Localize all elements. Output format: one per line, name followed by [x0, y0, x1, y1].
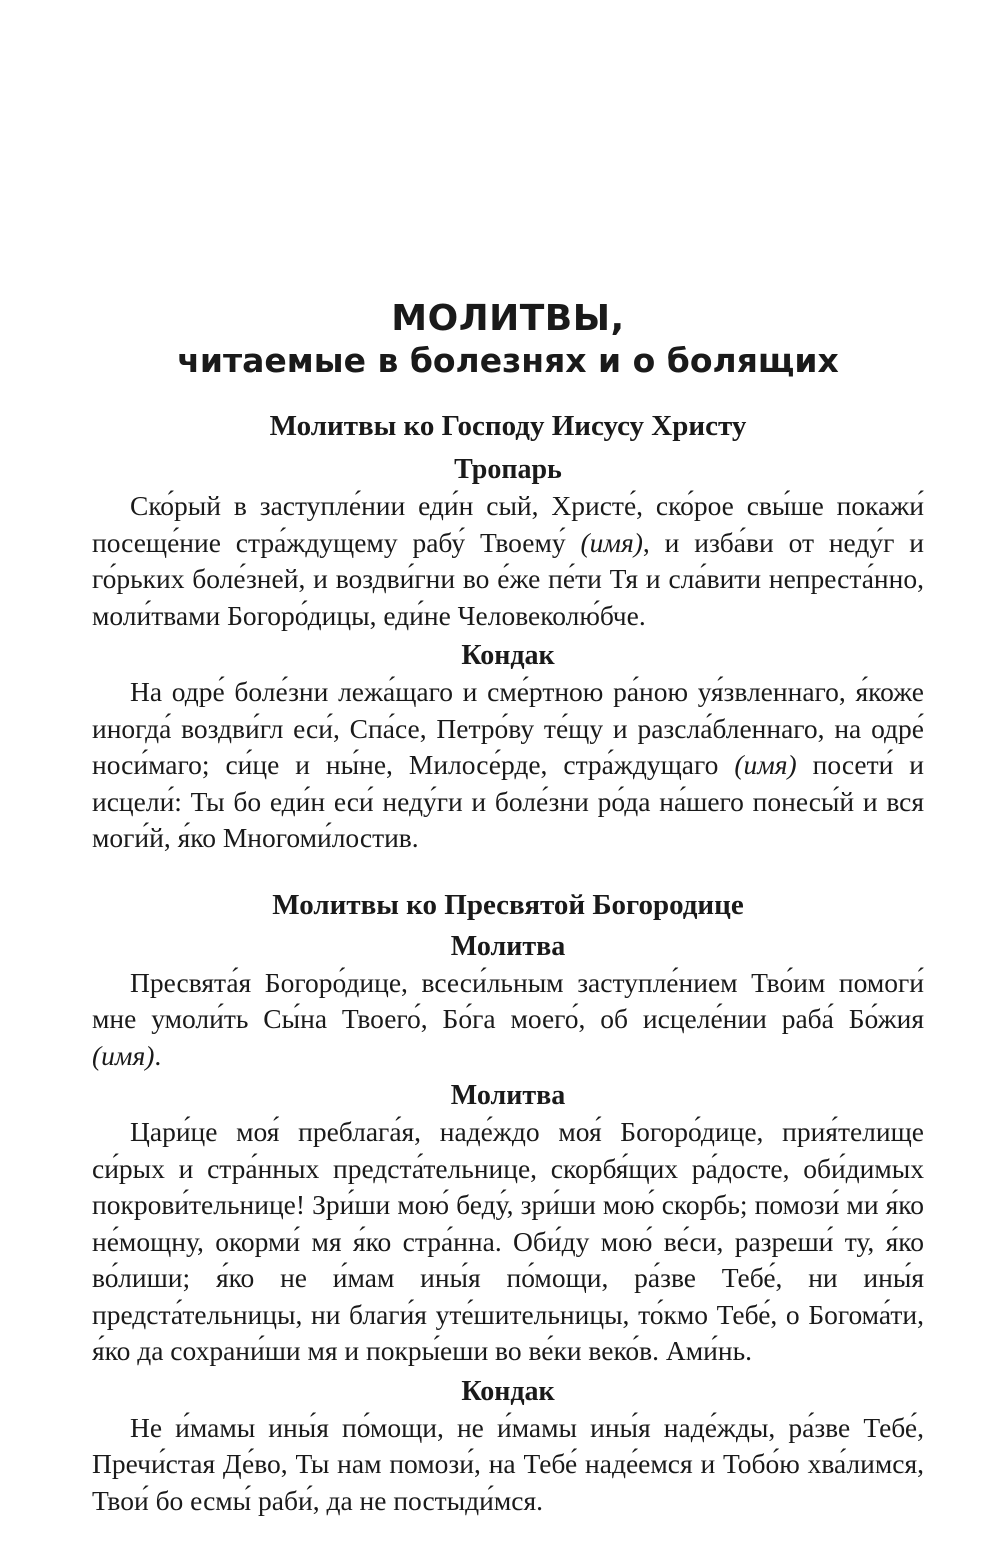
prayer-label-prayer-2: Молитва — [450, 1080, 566, 1111]
prayer-text-kontakion — [92, 674, 924, 857]
prayer-text-part: , и изба́ви от неду́г и го́рьких боле́зней, и воздви́гни во е́же пе́ти Тя и сла́вити непреста́нно, моли́твами Богоро́дицы, еди́не Человеколю́бче. — [92, 526, 925, 631]
page-title-line2: читаемые в болезнях и о болящих — [177, 341, 839, 380]
prayer-text-part: На одре́ боле́зни лежа́щаго и сме́ртною ра́ною уя́звленнаго, я́коже иногда́ воздви́гл еси́, Спа́се, Петро́ву те́щу и разсла́бленнаго, на одре́ носи́маго; си́це и ны́не, Милосе́рде, стра́ждущаго — [92, 676, 924, 780]
page-title — [92, 298, 924, 382]
prayer-text-part: . — [154, 1039, 162, 1071]
prayer-text-part: Пресвята́я Богоро́дице, всеси́льным заступле́нием Тво́им помоги́ мне умоли́ть Сы́на Твоего́, Бо́га моего́, об исцеле́нии раба́ Бо́жия — [92, 966, 924, 1034]
prayer-text-kontakion-2 — [92, 1410, 924, 1520]
prayer-label-prayer-1: Молитва — [450, 930, 566, 962]
section-heading-christ: Молитвы ко Господу Иисусу Христу — [269, 410, 747, 442]
prayer-text-prayer-2 — [92, 1114, 924, 1370]
prayer-text-prayer-1 — [92, 965, 924, 1075]
prayer-text-part: посети́ и исцели́: Ты бо еди́н еси́ неду́ги и боле́зни ро́да на́шего понесы́й и вся моги́й, я́ко Многоми́лостив. — [92, 749, 924, 853]
page-title-line1: МОЛИТВЫ, — [391, 298, 625, 339]
name-placeholder: (имя) — [734, 749, 797, 780]
prayer-text-part: Не и́мамы ины́я по́мощи, не и́мамы ины́я наде́жды, ра́зве Тебе́, Пречи́стая Де́во, Ты нам помози́, на Тебе́ наде́емся и Тобо́ю хва́лимся, Твои́ бо есмы́ раби́, да не постыди́мся. — [92, 1411, 924, 1516]
page — [92, 298, 924, 1519]
prayer-label-troparion: Тропарь — [454, 454, 562, 485]
section-heading-theotokos: Молитвы ко Пресвятой Богородице — [272, 888, 744, 921]
prayer-label-kontakion: Кондак — [461, 640, 555, 671]
prayer-text-part: Ско́рый в заступле́нии еди́н сый, Христе́, ско́рое свы́ше покажи́ посеще́ние стра́ждущему рабу́ Твоему́ — [92, 490, 924, 558]
prayer-text-troparion — [92, 488, 924, 634]
prayer-text-part: Цари́це моя́ преблага́я, наде́ждо моя́ Богоро́дице, прия́телище си́рых и стра́нных предста́тельнице, скорбя́щих ра́досте, оби́димых покрови́тельнице! Зри́ши мою́ беду́, зри́ши мою́ скорбь; помози́ ми я́ко не́мощну, окорми́ мя я́ко стра́нна. Оби́ду мою́ ве́си, разреши́ ту, я́ко во́лиши; я́ко не и́мам ины́я по́мощи, ра́зве Тебе́, ни ины́я предста́тельницы, ни благи́я уте́шительницы, то́кмо Тебе́, о Богома́ти, я́ко да сохрани́ши мя и покры́еши во ве́ки веко́в. Ами́нь. — [92, 1116, 924, 1366]
name-placeholder: (имя) — [92, 1039, 155, 1071]
name-placeholder: (имя) — [580, 526, 643, 558]
prayer-label-kontakion-2: Кондак — [461, 1375, 555, 1407]
